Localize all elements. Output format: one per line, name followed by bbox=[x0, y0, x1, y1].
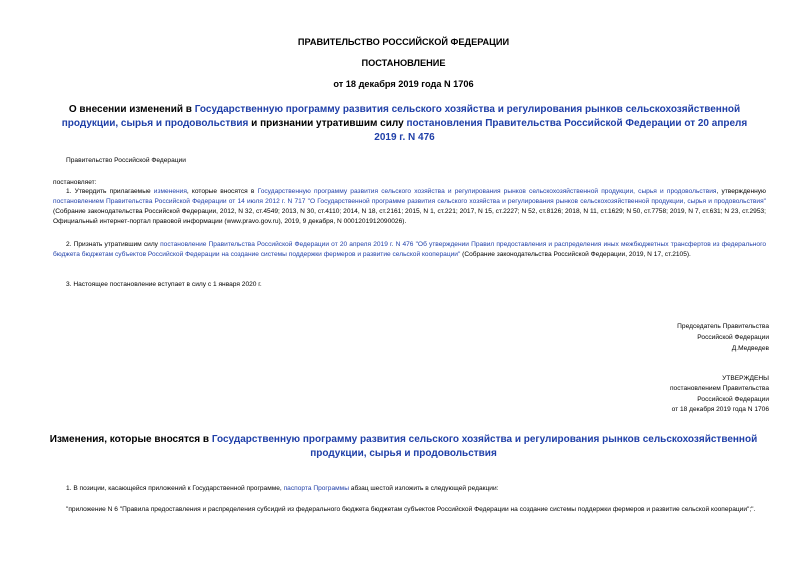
item2-text-2: (Собрание законодательства Российской Федерации, 2019, N 17, ст.2105). bbox=[460, 251, 691, 258]
signature-position: Председатель Правительства bbox=[677, 323, 769, 330]
changes-title-text: Изменения, которые вносятся в bbox=[49, 434, 212, 445]
item1-text-4: (Собрание законодательства Российской Федерации, 2012, N 32, ст.4549; 2013, N 30, ст.4110; 2014, N 18, ст.2161; 2015, N 1, ст.221; 2017, N 15, ст.2227; N 52, ст.8126; 2018, N 11, ст.1629; N 50, ст.7758; 2019, N 7, ст.631; N 23, ст.2953; Официальный интернет-портал правовой информации (www.pravo.gov.ru), 2019, 9 декабря, N 0001201912090026). bbox=[53, 208, 766, 225]
org-name: ПРАВИТЕЛЬСТВО РОССИЙСКОЙ ФЕДЕРАЦИИ bbox=[297, 37, 510, 47]
item1-link-changes[interactable]: изменения bbox=[153, 188, 187, 195]
item2-link-decree-476[interactable]: постановление Правительства Российской Федерации от 20 апреля 2019 г. N 476 "Об утверждении Правил предоставления и распределения иных межбюджетных трансфертов из федерального бюджета бюджетам субъектов Российской Федерации на создание системы поддержки фермеров и развитие сельской кооперации" bbox=[53, 241, 766, 258]
title-text-2: и признании утратившим силу bbox=[248, 118, 407, 129]
document-title bbox=[52, 103, 757, 145]
doc-type: ПОСТАНОВЛЕНИЕ bbox=[361, 58, 446, 68]
approved-line-4: от 18 декабря 2019 года N 1706 bbox=[671, 406, 769, 413]
item2-text-1: 2. Признать утратившим силу bbox=[66, 241, 161, 248]
title-link-program[interactable]: Государственную программу развития сельского хозяйства и регулирования рынков сельскохозяйственной продукции, сырья и продовольствия bbox=[61, 104, 741, 129]
signature-country: Российской Федерации bbox=[697, 334, 769, 341]
doc-date-number: от 18 декабря 2019 года N 1706 bbox=[333, 79, 474, 89]
item1-text-3: , утвержденную bbox=[716, 188, 766, 195]
title-link-decree-476[interactable]: постановления Правительства Российской Федерации от 20 апреля 2019 г. N 476 bbox=[374, 118, 748, 143]
change-1 bbox=[66, 484, 766, 494]
changes-title bbox=[40, 433, 767, 461]
signature-name: Д.Медведев bbox=[731, 345, 769, 352]
item-2 bbox=[53, 240, 766, 260]
approved-heading: УТВЕРЖДЕНЫ bbox=[722, 375, 769, 382]
approved-line-3: Российской Федерации bbox=[697, 396, 769, 403]
approved-line-2: постановлением Правительства bbox=[669, 385, 769, 392]
change1-link-passport[interactable]: паспорта Программы bbox=[283, 485, 349, 492]
changes-title-link-program[interactable]: Государственную программу развития сельского хозяйства и регулирования рынков сельскохозяйственной продукции, сырья и продовольствия bbox=[211, 434, 758, 459]
preamble-decrees: постановляет: bbox=[53, 179, 97, 186]
item1-link-program[interactable]: Государственную программу развития сельского хозяйства и регулирования рынков сельскохозяйственной продукции, сырья и продовольствия bbox=[257, 188, 717, 195]
title-text-1: О внесении изменений в bbox=[68, 104, 195, 115]
item-1 bbox=[53, 187, 766, 227]
item-3: 3. Настоящее постановление вступает в силу с 1 января 2020 г. bbox=[66, 281, 262, 288]
preamble-government: Правительство Российской Федерации bbox=[66, 157, 186, 164]
item1-link-decree-717[interactable]: постановлением Правительства Российской Федерации от 14 июля 2012 г. N 717 "О Государственной программе развития сельского хозяйства и регулирования рынков сельскохозяйственной продукции, сырья и продовольствия" bbox=[53, 198, 766, 205]
change1-text-2: абзац шестой изложить в следующей редакции: bbox=[348, 485, 499, 492]
change-1-quote: "приложение N 6 "Правила предоставления и распределения субсидий из федерального бюджета бюджетам субъектов Российской Федерации на создание системы поддержки фермеров и развитие сельской кооперации";". bbox=[66, 506, 756, 513]
item1-text-2: , которые вносятся в bbox=[186, 188, 258, 195]
item1-text-1: 1. Утвердить прилагаемые bbox=[66, 188, 154, 195]
change1-text-1: 1. В позиции, касающейся приложений к Государственной программе, bbox=[66, 485, 284, 492]
